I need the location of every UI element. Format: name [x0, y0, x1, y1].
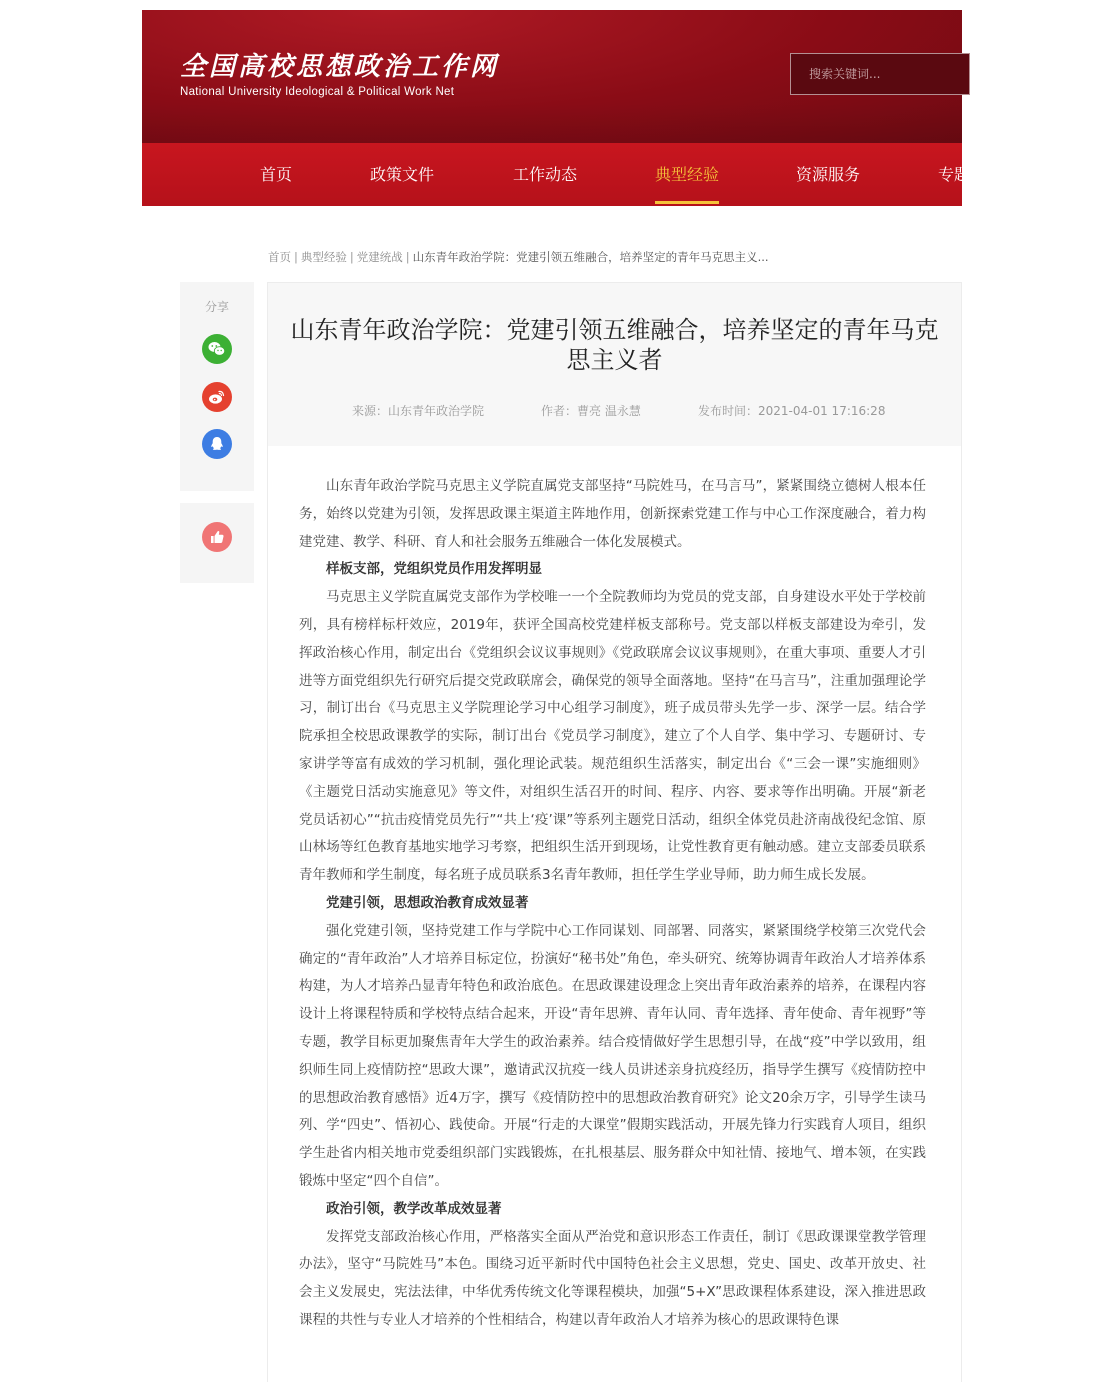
wechat-icon[interactable] — [202, 334, 232, 364]
article-title: 山东青年政治学院：党建引领五维融合，培养坚定的青年马克思主义者 — [290, 316, 939, 374]
breadcrumb-current: 山东青年政治学院：党建引领五维融合，培养坚定的青年马克思主义... — [412, 250, 769, 264]
site-logo[interactable] — [180, 52, 499, 100]
article-paragraph: 马克思主义学院直属党支部作为学校唯一一个全院教师均为党员的党支部，自身建设水平处于学校前列，具有榜样标杆效应，2019年，获评全国高校党建样板支部称号。党支部以样板支部建设为牵引，发挥政治核心作用，制定出台《党组织会议议事规则》《党政联席会议议事规则》，在重大事项、重要人才引进等方面党组织先行研究后提交党政联席会，确保党的领导全面落地。坚持“在马言马”，注重加强理论学习，制订出台《马克思主义学院理论学习中心组学习制度》，班子成员带头先学一步、深学一层。结合学院承担全校思政课教学的实际，制订出台《党员学习制度》，建立了个人自学、集中学习、专题研讨、专家讲学等富有成效的学习机制，强化理论武装。规范组织生活落实，制定出台《“三会一课”实施细则》《主题党日活动实施意见》等文件，对组织生活召开的时间、程序、内容、要求等作出明确。开展“新老党员话初心”“抗击疫情党员先行”“共上‘疫’课”等系列主题党日活动，组织全体党员赴济南战役纪念馆、原山林场等红色教育基地实地学习考察，把组织生活开到现场，让党性教育更有触动感。建立支部委员联系青年教师和学生制度，每名班子成员联系3名青年教师，担任学生学业导师，助力师生成长发展。 — [299, 589, 926, 884]
site-title-cn: 全国高校思想政治工作网 — [180, 52, 500, 82]
breadcrumb-party[interactable]: 党建统战 — [356, 250, 403, 264]
article-source: 来源：山东青年政治学院 — [352, 404, 485, 418]
search-input[interactable]: 搜索关键词... — [790, 53, 970, 95]
qq-icon[interactable] — [202, 429, 232, 459]
article-paragraph: 发挥党支部政治核心作用，严格落实全面从严治党和意识形态工作责任，制订《思政课课堂教学管理办法》，坚守“马院姓马”本色。围绕习近平新时代中国特色社会主义思想，党史、国史、改革开放史、社会主义发展史，宪法法律，中华优秀传统文化等课程模块，加强“5+X”思政课程体系建设，深入推进思政课程的共性与专业人才培养的个性相结合，构建以青年政治人才培养为核心的思政课特色课 — [299, 1228, 926, 1328]
nav-item-policy[interactable]: 政策文件 — [370, 165, 435, 184]
article-subheading: 党建引领，思想政治教育成效显著 — [326, 894, 529, 911]
share-panel — [180, 282, 254, 491]
breadcrumb-separator: | — [405, 250, 410, 264]
nav-item-news[interactable]: 工作动态 — [513, 165, 578, 184]
article-publish-time: 发布时间：2021-04-01 17:16:28 — [698, 404, 886, 418]
article-subheading: 政治引领，教学改革成效显著 — [326, 1200, 502, 1217]
nav-item-experience[interactable]: 典型经验 — [655, 143, 719, 206]
breadcrumb-experience[interactable]: 典型经验 — [300, 250, 347, 264]
nav-item-home[interactable]: 首页 — [260, 165, 293, 184]
article-paragraph: 山东青年政治学院马克思主义学院直属党支部坚持“马院姓马，在马言马”，紧紧围绕立德树人根本任务，始终以党建为引领，发挥思政课主渠道主阵地作用，创新探索党建工作与中心工作深度融合，着力构建党建、教学、科研、育人和社会服务五维融合一体化发展模式。 — [299, 478, 926, 550]
article-subheading: 样板支部，党组织党员作用发挥明显 — [326, 561, 542, 578]
main-nav — [142, 143, 971, 206]
like-panel — [180, 503, 254, 583]
nav-item-topics[interactable]: 专题 — [938, 165, 971, 184]
article-body — [299, 473, 926, 1335]
site-title-en: National University Ideological & Political Work Net — [180, 86, 455, 98]
breadcrumb — [268, 249, 769, 265]
article-paragraph: 强化党建引领，坚持党建工作与学院中心工作同谋划、同部署、同落实，紧紧围绕学校第三次党代会确定的“青年政治”人才培养目标定位，扮演好“秘书处”角色，牵头研究、统筹协调青年政治人才培养体系构建，为人才培养凸显青年特色和政治底色。在思政课建设理念上突出青年政治素养的培养，在课程内容设计上将课程特质和学校特点结合起来，开设“青年思辨、青年认同、青年选择、青年使命、青年视野”等专题，教学目标更加聚焦青年大学生的政治素养。结合疫情做好学生思想引导，在战“疫”中学以致用，组织师生同上疫情防控“思政大课”，邀请武汉抗疫一线人员讲述亲身抗疫经历，指导学生撰写《疫情防控中的思想政治教育感悟》近4万字，撰写《疫情防控中的思想政治教育研究》论文20余万字，引导学生读马列、学“四史”、悟初心、践使命。开展“行走的大课堂”假期实践活动，开展先锋力行实践育人项目，组织学生赴省内相关地市党委组织部门实践锻炼，在扎根基层、服务群众中知社情、接地气、增本领，在实践锻炼中坚定“四个自信”。 — [299, 922, 926, 1189]
breadcrumb-separator: | — [294, 250, 298, 264]
article-author: 作者：曹亮 温永慧 — [541, 404, 641, 418]
site-header — [142, 10, 971, 206]
breadcrumb-separator: | — [349, 250, 354, 264]
like-icon[interactable] — [202, 522, 232, 552]
header-banner — [142, 10, 962, 143]
article-header — [268, 283, 961, 446]
weibo-icon[interactable] — [202, 382, 232, 412]
nav-item-resources[interactable]: 资源服务 — [796, 165, 861, 184]
article — [267, 282, 962, 1382]
share-label: 分享 — [204, 300, 229, 314]
breadcrumb-home[interactable]: 首页 — [268, 250, 291, 264]
